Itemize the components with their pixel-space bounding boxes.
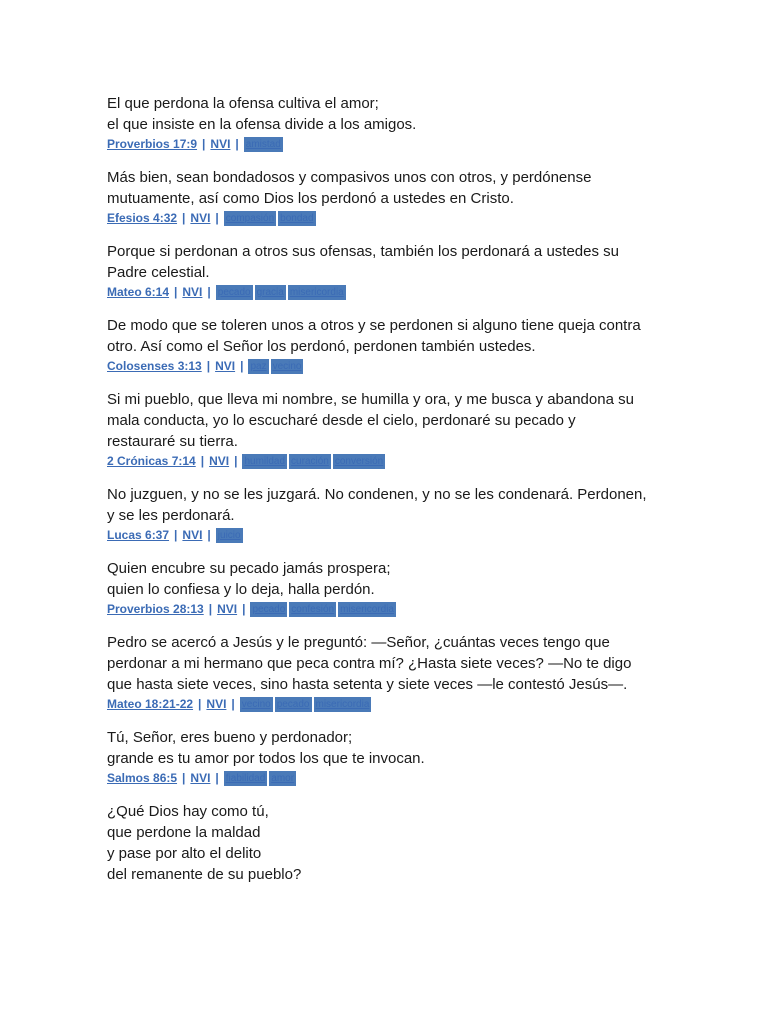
separator: | — [215, 771, 219, 785]
tag-list — [224, 211, 318, 226]
topic-tag[interactable]: vecino — [272, 361, 302, 372]
topic-tag[interactable]: bondad — [280, 213, 314, 224]
verse-block — [107, 389, 667, 470]
separator: | — [231, 697, 235, 711]
separator: | — [174, 528, 178, 542]
verse-block — [107, 315, 667, 375]
topic-tag[interactable]: amistad — [245, 139, 281, 150]
verse-line: De modo que se toleren unos a otros y se perdonen si alguno tiene queja contra — [107, 317, 641, 334]
verse-reference-row — [107, 770, 667, 787]
verse-block — [107, 632, 667, 713]
separator: | — [174, 285, 178, 299]
separator: | — [202, 137, 206, 151]
separator: | — [215, 211, 219, 225]
verse-text — [107, 558, 667, 600]
verse-line: que perdone la maldad — [107, 824, 261, 841]
reference-link[interactable]: 2 Crónicas 7:14 — [107, 454, 196, 468]
reference-link[interactable]: Proverbios 17:9 — [107, 137, 198, 151]
verse-line: y pase por alto el delito — [107, 845, 262, 862]
tag-list — [248, 359, 305, 374]
verse-reference-row — [107, 358, 667, 375]
verse-text — [107, 632, 667, 695]
tag-list — [216, 528, 245, 543]
version-link[interactable]: NVI — [190, 211, 211, 225]
tag-list — [224, 771, 298, 786]
topic-tag[interactable]: misericordia — [315, 699, 370, 710]
verse-reference-row — [107, 210, 667, 227]
verse-block — [107, 558, 667, 618]
verse-text — [107, 727, 667, 769]
reference-link[interactable]: Lucas 6:37 — [107, 528, 170, 542]
separator: | — [207, 285, 211, 299]
separator: | — [182, 771, 186, 785]
version-link[interactable]: NVI — [210, 137, 231, 151]
verse-line: El que perdona la ofensa cultiva el amor; — [107, 95, 379, 112]
topic-tag[interactable]: confesión — [291, 604, 335, 615]
verse-line: No juzguen, y no se les juzgará. No condenen, y no se les condenará. Perdonen, — [107, 486, 647, 503]
verse-line: el que insiste en la ofensa divide a los amigos. — [107, 116, 417, 133]
verse-line: grande es tu amor por todos los que te invocan. — [107, 750, 425, 767]
topic-tag[interactable]: pecado — [217, 287, 251, 298]
verse-block — [107, 241, 667, 301]
version-link[interactable]: NVI — [190, 771, 211, 785]
topic-tag[interactable]: gracia — [256, 287, 284, 298]
verse-reference-row — [107, 696, 667, 713]
topic-tag[interactable]: curación — [291, 456, 329, 467]
reference-link[interactable]: Proverbios 28:13 — [107, 602, 204, 616]
verse-line: restauraré su tierra. — [107, 433, 238, 450]
verse-text — [107, 389, 667, 452]
reference-link[interactable]: Colosenses 3:13 — [107, 359, 202, 373]
topic-tag[interactable]: humildad — [244, 456, 286, 467]
topic-tag[interactable]: juicio — [217, 530, 241, 541]
tag-list — [242, 454, 387, 469]
verse-reference-row — [107, 601, 667, 618]
separator: | — [208, 602, 213, 616]
verse-line: Porque si perdonan a otros sus ofensas, también los perdonará a ustedes su — [107, 243, 619, 260]
version-link[interactable]: NVI — [209, 454, 230, 468]
version-link[interactable]: NVI — [182, 285, 203, 299]
reference-link[interactable]: Salmos 86:5 — [107, 771, 178, 785]
reference-link[interactable]: Mateo 6:14 — [107, 285, 170, 299]
verse-line: del remanente de su pueblo? — [107, 866, 302, 883]
verse-block — [107, 484, 667, 544]
verse-line: Quien encubre su pecado jamás prospera; — [107, 560, 391, 577]
verse-line: mutuamente, así como Dios los perdonó a ustedes en Cristo. — [107, 190, 514, 207]
verse-line: Tú, Señor, eres bueno y perdonador; — [107, 729, 353, 746]
verse-line: mala conducta, yo lo escucharé desde el cielo, perdonaré su pecado y — [107, 412, 576, 429]
verse-text — [107, 315, 667, 357]
version-link[interactable]: NVI — [217, 602, 238, 616]
reference-link[interactable]: Mateo 18:21-22 — [107, 697, 194, 711]
tag-list — [244, 137, 285, 152]
topic-tag[interactable]: conversión — [334, 456, 384, 467]
separator: | — [207, 528, 211, 542]
verse-list — [107, 93, 667, 885]
topic-tag[interactable]: pecado — [252, 604, 286, 615]
verse-reference-row — [107, 453, 667, 470]
separator: | — [206, 359, 211, 373]
topic-tag[interactable]: paz — [250, 361, 267, 372]
verse-line: que hasta siete veces, sino hasta setenta y siete veces —le contestó Jesús—. — [107, 676, 628, 693]
separator: | — [242, 602, 246, 616]
verse-line: Pedro se acercó a Jesús y le preguntó: —Señor, ¿cuántas veces tengo que — [107, 634, 610, 651]
version-link[interactable]: NVI — [182, 528, 203, 542]
tag-list — [216, 285, 348, 300]
topic-tag[interactable]: pecado — [276, 699, 310, 710]
verse-reference-row — [107, 136, 667, 153]
final-passage — [107, 801, 667, 885]
reference-link[interactable]: Efesios 4:32 — [107, 211, 178, 225]
verse-reference-row — [107, 527, 667, 544]
verse-text — [107, 484, 667, 526]
verse-line: otro. Así como el Señor los perdonó, perdonen también ustedes. — [107, 338, 536, 355]
verse-reference-row — [107, 284, 667, 301]
verse-block — [107, 167, 667, 227]
separator: | — [182, 211, 186, 225]
tag-list — [250, 602, 398, 617]
verse-line: Más bien, sean bondadosos y compasivos unos con otros, y perdónense — [107, 169, 592, 186]
tag-list — [240, 697, 374, 712]
verse-line: Padre celestial. — [107, 264, 210, 281]
topic-tag[interactable]: misericordia — [289, 287, 344, 298]
separator: | — [240, 359, 244, 373]
separator: | — [235, 137, 239, 151]
topic-tag[interactable]: fiabilidad — [225, 773, 266, 784]
verse-block — [107, 93, 667, 153]
verse-text — [107, 167, 667, 209]
verse-text — [107, 93, 667, 135]
verse-text — [107, 241, 667, 283]
verse-line: quien lo confiesa y lo deja, halla perdón. — [107, 581, 375, 598]
topic-tag[interactable]: amor — [271, 773, 295, 784]
version-link[interactable]: NVI — [215, 359, 236, 373]
verse-block — [107, 727, 667, 787]
verse-line: Si mi pueblo, que lleva mi nombre, se humilla y ora, y me busca y abandona su — [107, 391, 634, 408]
separator: | — [200, 454, 205, 468]
separator: | — [198, 697, 202, 711]
verse-line: y se les perdonará. — [107, 507, 235, 524]
verse-line: perdonar a mi hermano que peca contra mí? ¿Hasta siete veces? —No te digo — [107, 655, 632, 672]
topic-tag[interactable]: vecino — [241, 699, 271, 710]
separator: | — [234, 454, 238, 468]
version-link[interactable]: NVI — [206, 697, 227, 711]
topic-tag[interactable]: misericordia — [340, 604, 394, 615]
verse-line: ¿Qué Dios hay como tú, — [107, 803, 269, 820]
topic-tag[interactable]: compasión — [225, 213, 275, 224]
